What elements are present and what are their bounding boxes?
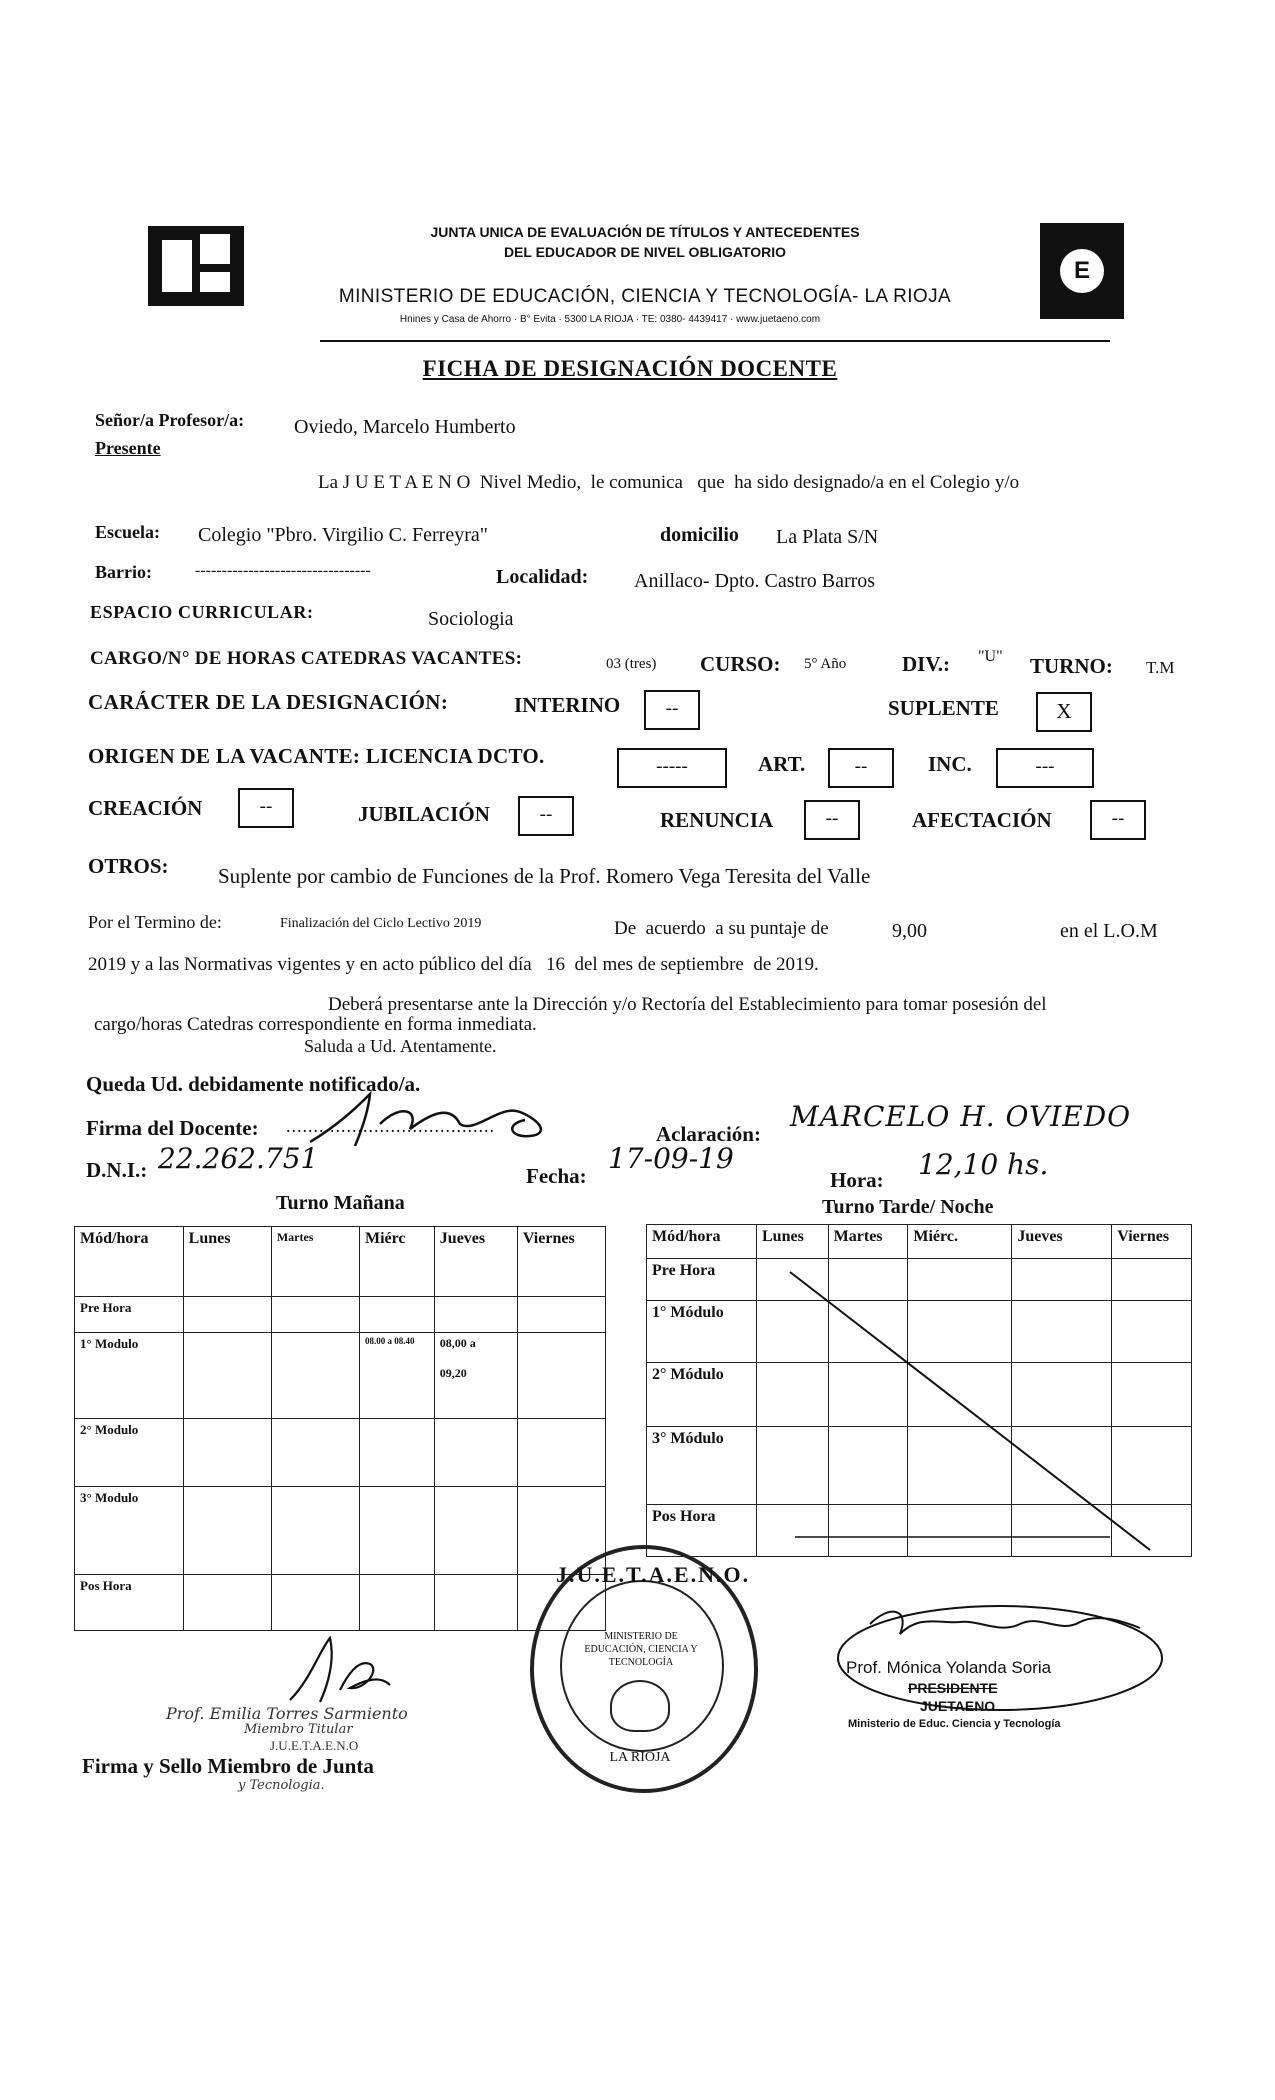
- caracter-label: CARÁCTER DE LA DESIGNACIÓN:: [88, 690, 449, 714]
- curso-value: 5° Año: [804, 656, 847, 672]
- puntaje-text: De acuerdo a su puntaje de: [614, 918, 829, 939]
- termino-label: Por el Termino de:: [88, 912, 222, 932]
- creacion-box[interactable]: --: [238, 788, 294, 828]
- inc-box[interactable]: ---: [996, 748, 1094, 788]
- debera-text: Deberá presentarse ante la Dirección y/o Rectoría del Establecimiento para tomar posesión del: [328, 994, 1047, 1015]
- renuncia-label: RENUNCIA: [660, 808, 774, 832]
- escuela-label: Escuela:: [95, 522, 160, 542]
- senor-label: Señor/a Profesor/a:: [95, 410, 245, 430]
- header-address: Hnines y Casa de Ahorro · B° Evita · 5300 LA RIOJA · TE: 0380- 4439417 · www.juetaeno.com: [399, 314, 821, 325]
- afternoon-h-jueves: Jueves: [1012, 1225, 1112, 1259]
- interino-box[interactable]: --: [644, 690, 700, 730]
- president-role: PRESIDENTE: [908, 1680, 998, 1696]
- presente-label: Presente: [95, 438, 161, 458]
- otros-label: OTROS:: [88, 854, 169, 878]
- morning-h-modhora: Mód/hora: [75, 1227, 184, 1297]
- morning-mierc-modulo1: 08.00 a 08.40: [359, 1333, 434, 1419]
- morning-h-jueves: Jueves: [434, 1227, 517, 1297]
- morning-h-martes: Martes: [271, 1227, 359, 1297]
- art-box[interactable]: --: [828, 748, 894, 788]
- president-name: Prof. Mónica Yolanda Soria: [846, 1658, 1052, 1677]
- president-org: JUETAENO: [920, 1698, 996, 1714]
- docente-signature: [300, 1084, 570, 1154]
- president-ministry: Ministerio de Educ. Ciencia y Tecnología: [848, 1718, 1061, 1730]
- firma-dots: ......................................: [286, 1116, 495, 1136]
- logo-letter: E: [1060, 249, 1104, 293]
- cargo-label: CARGO/N° DE HORAS CATEDRAS VACANTES:: [90, 648, 523, 669]
- jubilacion-box[interactable]: --: [518, 796, 574, 836]
- dni-label: D.N.I.:: [86, 1158, 148, 1182]
- interino-label: INTERINO: [514, 693, 621, 717]
- espacio-label: ESPACIO CURRICULAR:: [90, 602, 314, 622]
- fecha-label: Fecha:: [526, 1164, 587, 1188]
- teacher-name: Oviedo, Marcelo Humberto: [294, 416, 516, 438]
- barrio-label: Barrio:: [95, 562, 152, 582]
- intro-text: La J U E T A E N O Nivel Medio, le comunica que ha sido designado/a en el Colegio y/o: [318, 472, 1020, 493]
- morning-row-prehora: Pre Hora: [75, 1297, 184, 1333]
- afternoon-h-lunes: Lunes: [757, 1225, 829, 1259]
- hora-label: Hora:: [830, 1168, 884, 1192]
- afternoon-h-martes: Martes: [828, 1225, 908, 1259]
- origen-label: ORIGEN DE LA VACANTE: LICENCIA DCTO.: [88, 744, 545, 768]
- turno-label: TURNO:: [1030, 654, 1113, 678]
- localidad-value: Anillaco- Dpto. Castro Barros: [634, 570, 876, 592]
- inc-label: INC.: [928, 752, 972, 776]
- afternoon-row-modulo2: 2° Módulo: [647, 1363, 757, 1427]
- header-junta: JUNTA UNICA DE EVALUACIÓN DE TÍTULOS Y ANTECEDENTES: [430, 224, 860, 240]
- left-signer-min: y Tecnologia.: [238, 1778, 325, 1793]
- president-signature: [830, 1594, 1170, 1714]
- morning-row-modulo1: 1° Modulo: [75, 1333, 184, 1419]
- curso-label: CURSO:: [700, 652, 781, 676]
- morning-table: [74, 1226, 606, 1631]
- afternoon-row-modulo1: 1° Módulo: [647, 1301, 757, 1363]
- morning-title: Turno Mañana: [276, 1192, 405, 1214]
- barrio-value: ---------------------------------: [195, 562, 371, 579]
- jubilacion-label: JUBILACIÓN: [358, 802, 490, 826]
- morning-row-poshora: Pos Hora: [75, 1575, 184, 1631]
- aclaracion-label: Aclaración:: [656, 1122, 761, 1146]
- localidad-label: Localidad:: [496, 566, 589, 588]
- afternoon-row-prehora: Pre Hora: [647, 1259, 757, 1301]
- form-title: FICHA DE DESIGNACIÓN DOCENTE: [422, 356, 838, 381]
- lom-text: en el L.O.M: [1060, 920, 1158, 942]
- turno-value: T.M: [1146, 658, 1175, 677]
- cargo-horas-text: cargo/horas Catedras correspondiente en forma inmediata.: [94, 1014, 537, 1035]
- morning-jueves-1a: 08,00 a: [439, 1336, 476, 1350]
- espacio-value: Sociologia: [428, 608, 514, 630]
- afectacion-label: AFECTACIÓN: [912, 808, 1052, 832]
- normativas-text: 2019 y a las Normativas vigentes y en acto público del día 16 del mes de septiembre de 2019.: [88, 954, 819, 975]
- seal-mid-text: MINISTERIO DE EDUCACIÓN, CIENCIA Y TECNOLOGÍA: [584, 1631, 698, 1668]
- left-signer-role: Miembro Titular: [244, 1722, 353, 1737]
- afternoon-row-modulo3: 3° Módulo: [647, 1427, 757, 1505]
- seal-top-text: J.U.E.T.A.E.N.O.: [556, 1562, 751, 1587]
- creacion-label: CREACIÓN: [88, 796, 203, 820]
- renuncia-box[interactable]: --: [804, 800, 860, 840]
- domicilio-value: La Plata S/N: [776, 526, 879, 548]
- junta-member-signature: [280, 1630, 400, 1710]
- otros-value: Suplente por cambio de Funciones de la Prof. Romero Vega Teresita del Valle: [218, 864, 871, 888]
- morning-h-mierc: Miérc: [359, 1227, 434, 1297]
- afternoon-title: Turno Tarde/ Noche: [822, 1196, 994, 1218]
- suplente-label: SUPLENTE: [888, 696, 999, 720]
- header-educador: DEL EDUCADOR DE NIVEL OBLIGATORIO: [503, 244, 787, 260]
- licencia-box[interactable]: -----: [617, 748, 727, 788]
- afternoon-h-mierc: Miérc.: [908, 1225, 1012, 1259]
- morning-jueves-1b: 09,20: [439, 1366, 467, 1380]
- art-label: ART.: [758, 752, 806, 776]
- header-rule: [320, 340, 1110, 342]
- dni-value: 22.262.751: [158, 1142, 319, 1175]
- fecha-value: 17-09-19: [608, 1142, 734, 1175]
- header-ministry: MINISTERIO DE EDUCACIÓN, CIENCIA Y TECNOLOGÍA- LA RIOJA: [338, 286, 952, 307]
- morning-h-lunes: Lunes: [183, 1227, 271, 1297]
- escuela-value: Colegio "Pbro. Virgilio C. Ferreyra": [198, 524, 488, 546]
- afternoon-strike-line: [780, 1262, 1160, 1562]
- left-signature-label: Firma y Sello Miembro de Junta: [82, 1754, 374, 1778]
- domicilio-label: domicilio: [660, 524, 739, 546]
- morning-row-modulo2: 2° Modulo: [75, 1419, 184, 1487]
- div-label: DIV.:: [902, 652, 951, 676]
- firma-label: Firma del Docente:: [86, 1116, 259, 1140]
- morning-row-modulo3: 3° Modulo: [75, 1487, 184, 1575]
- termino-value: Finalización del Ciclo Lectivo 2019: [280, 916, 482, 931]
- puntaje-value: 9,00: [892, 920, 927, 942]
- cargo-value: 03 (tres): [606, 656, 657, 672]
- afectacion-box[interactable]: --: [1090, 800, 1146, 840]
- suplente-box[interactable]: X: [1036, 692, 1092, 732]
- junta-logo: [148, 226, 244, 306]
- left-signer-org: J.U.E.T.A.E.N.O: [270, 1738, 359, 1753]
- afternoon-row-poshora: Pos Hora: [647, 1505, 757, 1557]
- hora-value: 12,10 hs.: [918, 1148, 1049, 1181]
- afternoon-h-viernes: Viernes: [1112, 1225, 1192, 1259]
- saluda-text: Saluda a Ud. Atentamente.: [304, 1036, 497, 1056]
- seal-bottom-text: LA RIOJA: [609, 1750, 671, 1765]
- left-signer-name: Prof. Emilia Torres Sarmiento: [166, 1704, 408, 1723]
- aclaracion-value: MARCELO H. OVIEDO: [790, 1100, 1132, 1133]
- afternoon-h-modhora: Mód/hora: [647, 1225, 757, 1259]
- seal-emblem: [610, 1680, 670, 1732]
- morning-h-viernes: Viernes: [517, 1227, 605, 1297]
- juetaeno-logo: [1040, 223, 1124, 319]
- div-value: "U": [978, 648, 1003, 665]
- queda-text: Queda Ud. debidamente notificado/a.: [86, 1072, 421, 1096]
